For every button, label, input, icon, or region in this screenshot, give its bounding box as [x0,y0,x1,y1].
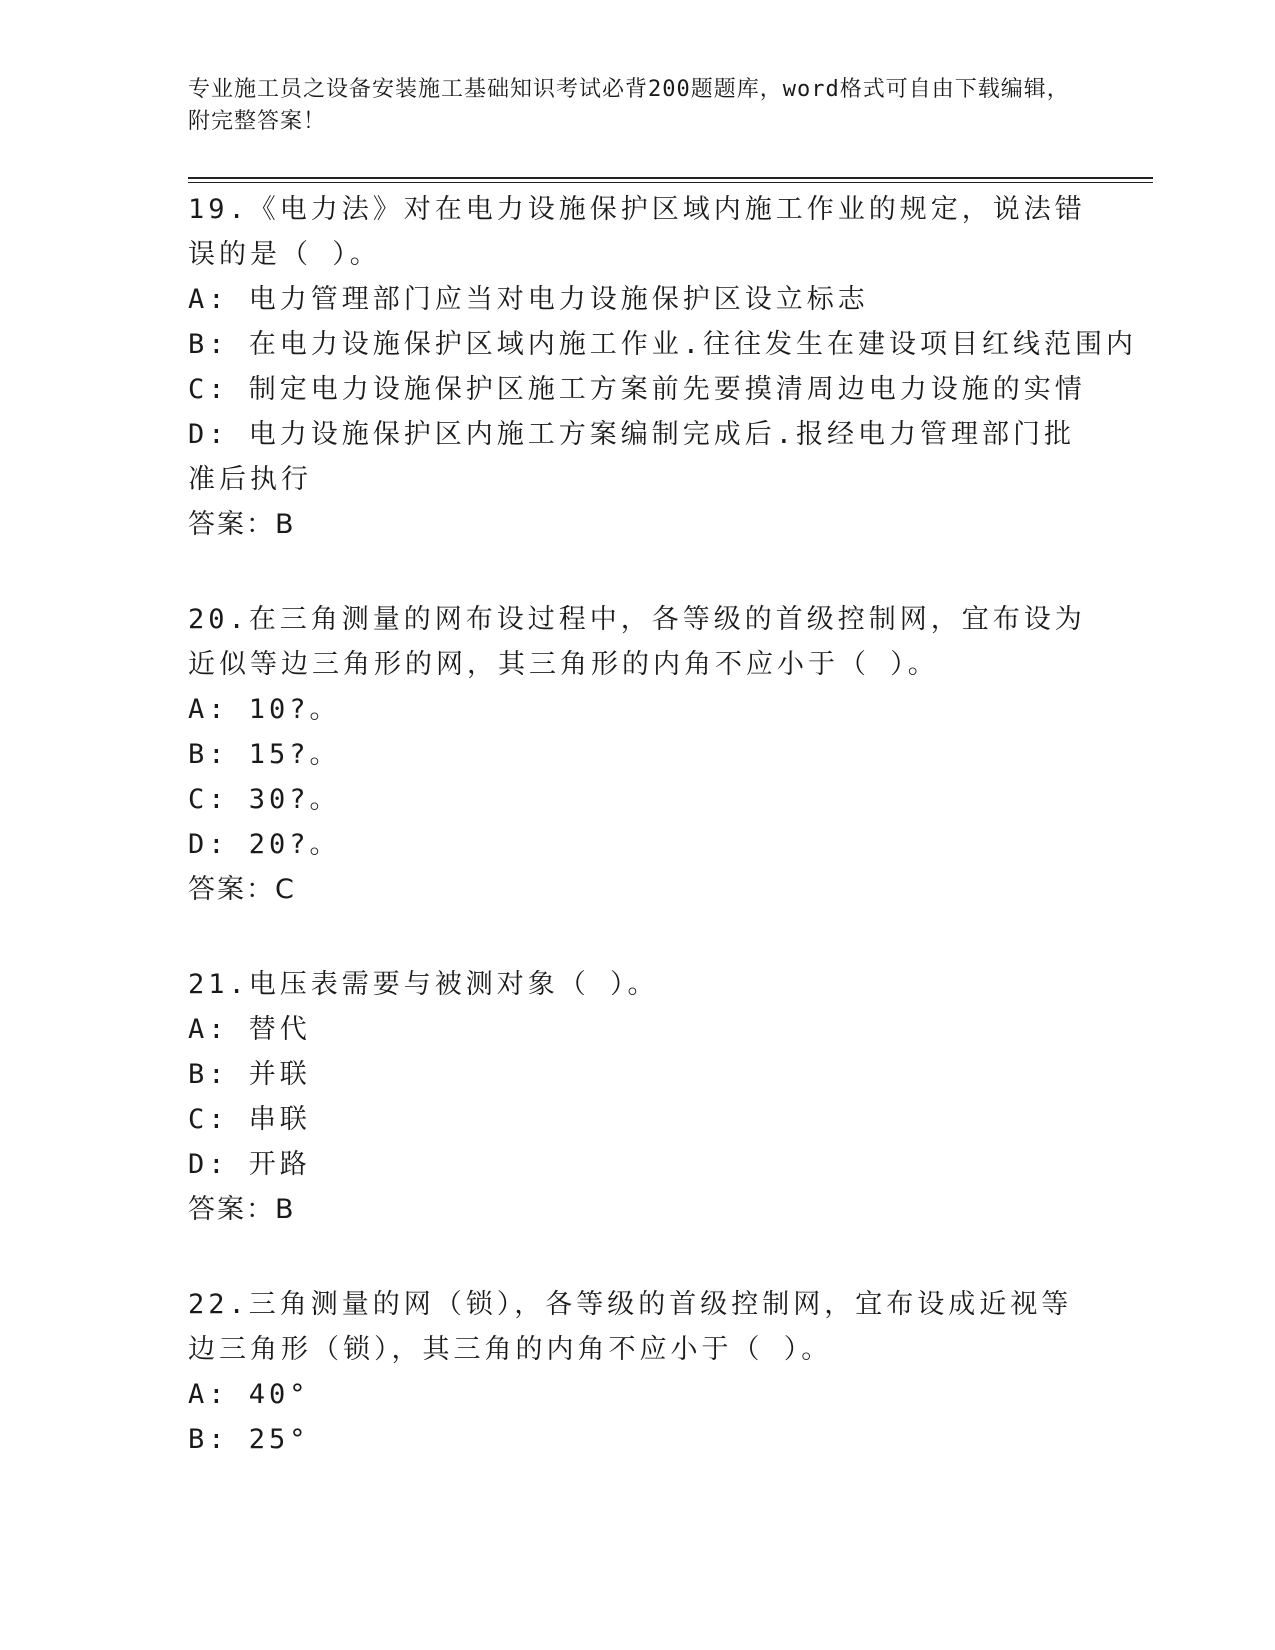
option-c: C: 串联 [188,1104,311,1135]
question-list [188,187,1138,1462]
question-spacer [188,912,1088,962]
option-d: D: 电力设施保护区内施工方案编制完成后.报经电力管理部门批准后执行 [188,419,1076,495]
option-b: B: 在电力设施保护区域内施工作业.往往发生在建设项目红线范围内 [188,329,1138,360]
answer-line: 答案：B [188,1194,296,1225]
document-header: 专业施工员之设备安装施工基础知识考试必背200题题库，word格式可自由下载编辑，附完整答案！ [188,77,1070,134]
question-19 [188,187,1138,547]
option-a: A: 电力管理部门应当对电力设施保护区设立标志 [188,284,869,315]
answer-line: 答案：B [188,509,296,540]
question-stem: 19.《电力法》对在电力设施保护区域内施工作业的规定，说法错误的是（ ）。 [188,194,1086,270]
option-a: A: 10?。 [188,694,341,725]
option-a: A: 替代 [188,1014,311,1045]
option-b: B: 15?。 [188,739,341,770]
option-d: D: 20?。 [188,829,341,860]
question-21 [188,962,1088,1232]
question-22 [188,1282,1088,1462]
question-stem: 20.在三角测量的网布设过程中，各等级的首级控制网，宜布设为近似等边三角形的网，其三角形的内角不应小于（ ）。 [188,604,1086,680]
option-b: B: 25° [188,1424,310,1455]
question-spacer [188,1232,1088,1282]
option-c: C: 30?。 [188,784,341,815]
header-divider [188,177,1153,179]
option-b: B: 并联 [188,1059,311,1090]
question-stem: 21.电压表需要与被测对象（ ）。 [188,969,659,1000]
option-d: D: 开路 [188,1149,311,1180]
header-divider-thin [188,182,1153,183]
question-20 [188,597,1088,912]
question-stem: 22.三角测量的网（锁），各等级的首级控制网，宜布设成近视等边三角形（锁），其三角的内角不应小于（ ）。 [188,1289,1073,1365]
answer-line: 答案：C [188,874,296,905]
option-a: A: 40° [188,1379,310,1410]
question-spacer [188,547,1088,597]
option-c: C: 制定电力设施保护区施工方案前先要摸清周边电力设施的实情 [188,374,1086,405]
